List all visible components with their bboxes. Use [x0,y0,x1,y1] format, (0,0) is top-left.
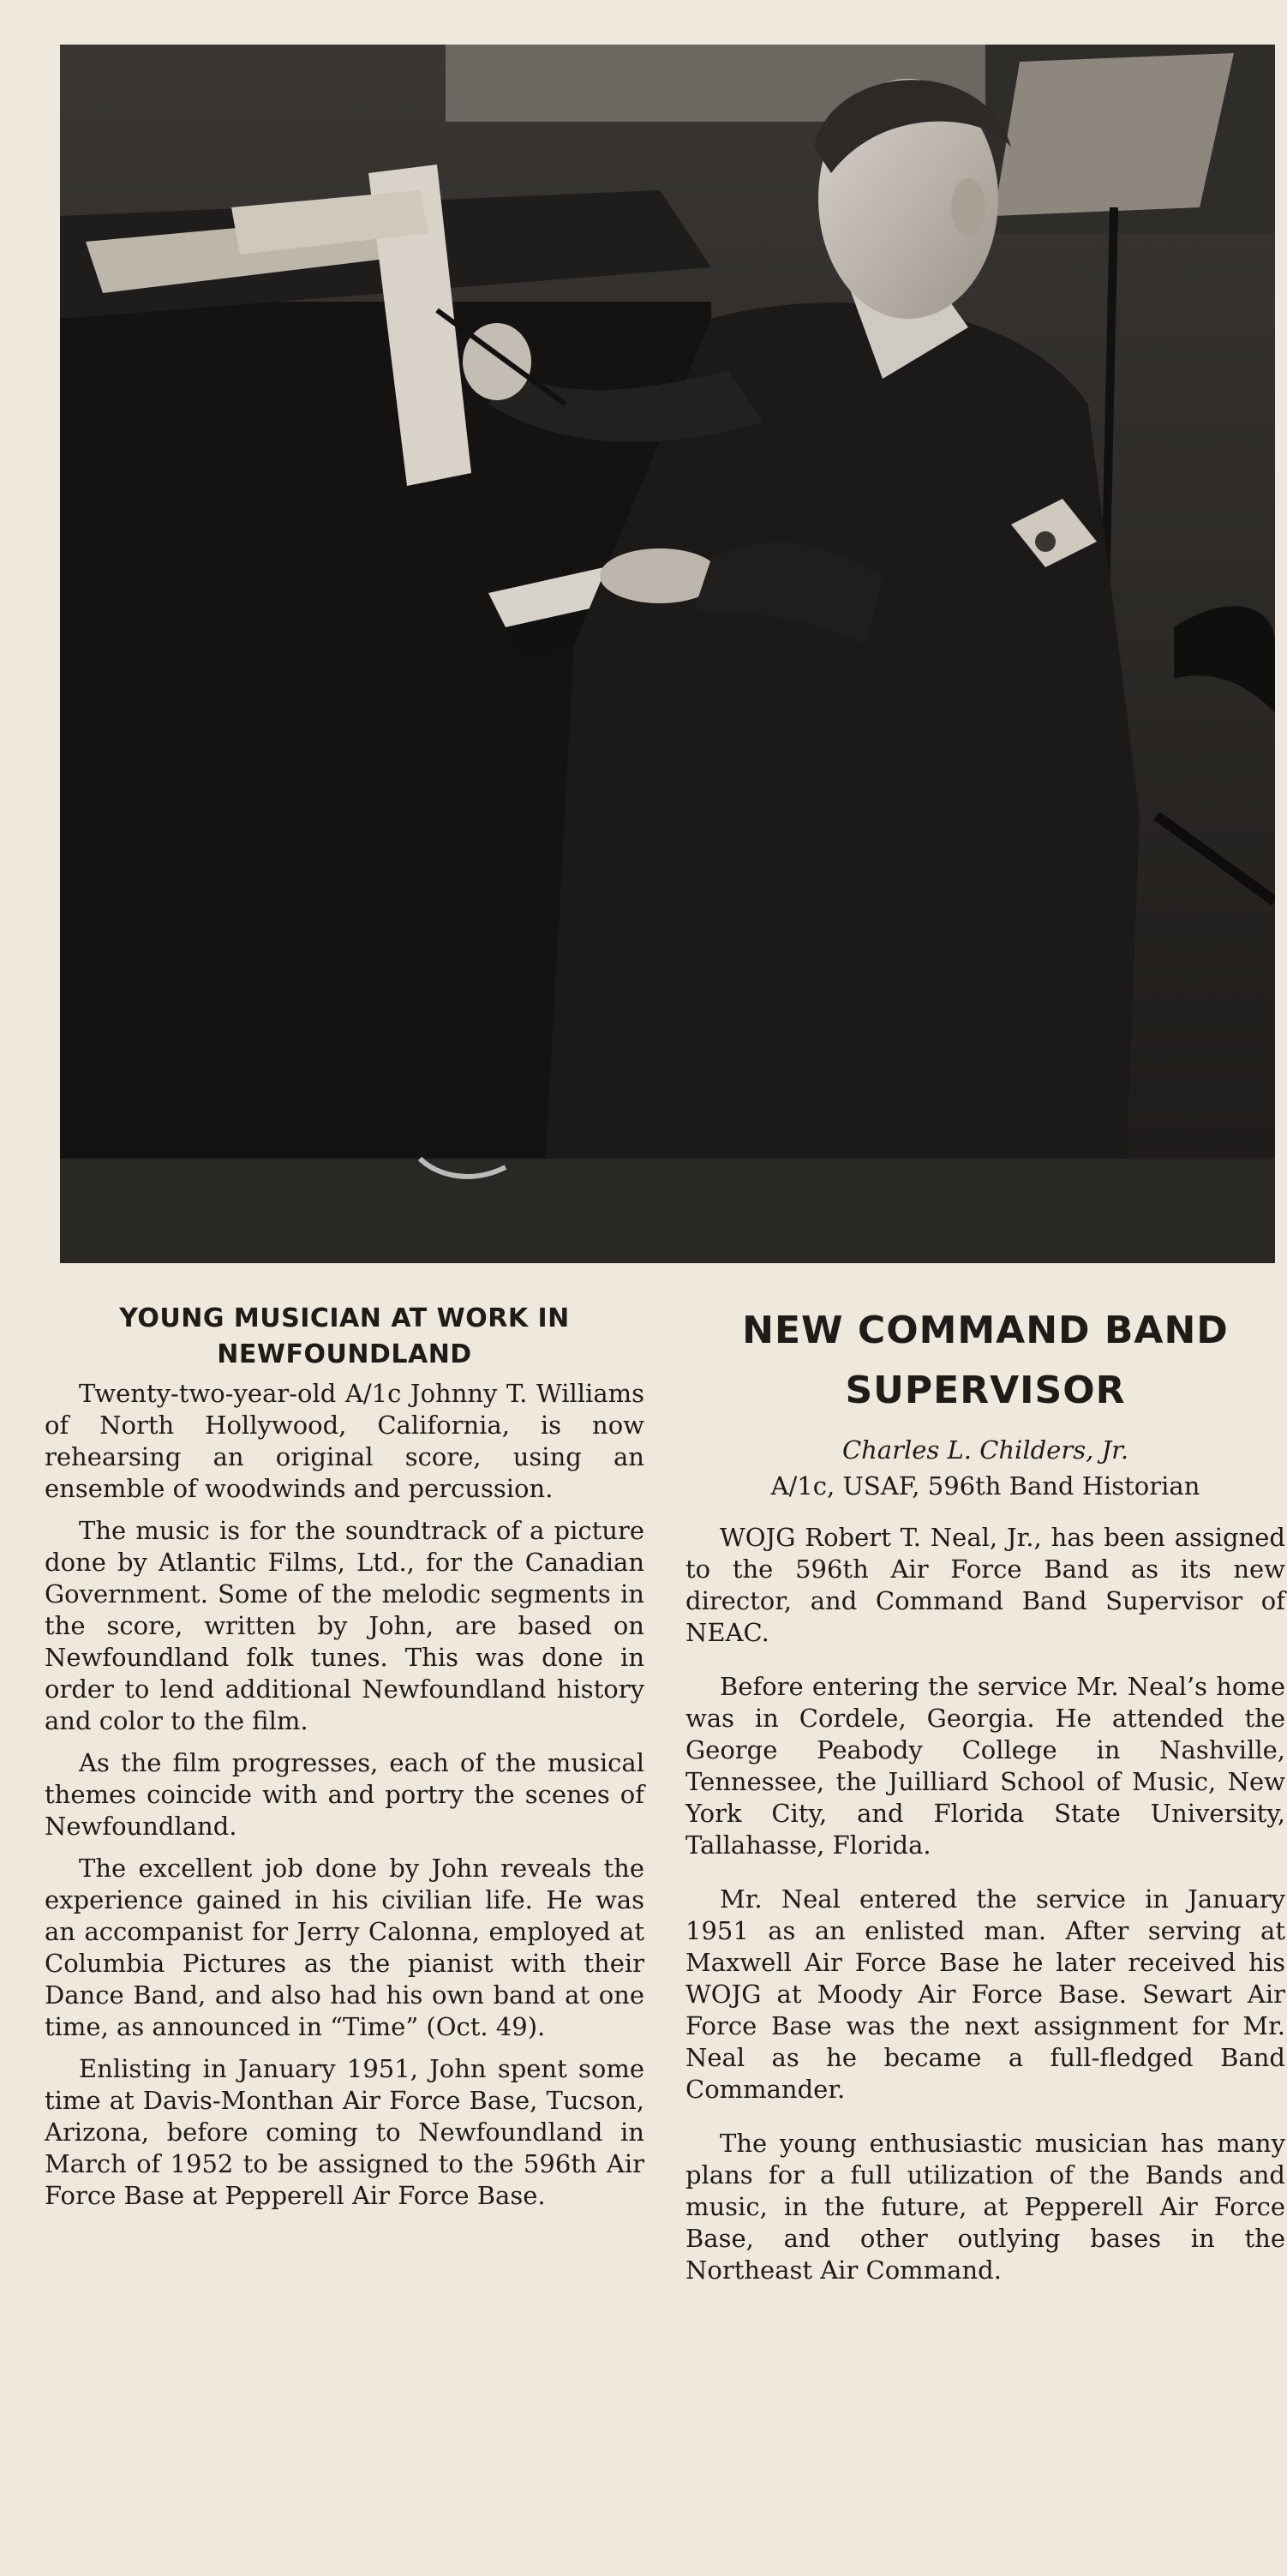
right-article-headline: NEW COMMAND BAND SUPERVISOR [742,1309,1229,1412]
left-article-paragraph: As the film progresses, each of the musical themes coincide with and portry the scenes of Newfoundland. [45,1748,644,1841]
left-article [45,1301,644,2222]
right-article-paragraph: Before entering the service Mr. Neal’s home was in Cordele, Georgia. He attended the George Peabody College in Nashville, Tennessee, the Juilliard School of Music, New York City, and Florida State University, Tallahasse, Florida. [685,1672,1285,1860]
right-article-paragraph: The young enthusiastic musician has many plans for a full utilization of the Bands and music, in the future, at Pepperell Air Force Base, and other outlying bases in the Northeast Air Command. [685,2129,1285,2285]
left-article-headline: YOUNG MUSICIAN AT WORK IN NEWFOUNDLAND [119,1303,570,1369]
right-article-paragraph: Mr. Neal entered the service in January 1951 as an enlisted man. After serving at Maxwell Air Force Base he later received his WOJG at Moody Air Force Base. Sewart Air Force Base was the next assignment for Mr. Neal as he became a full-fledged Band Commander. [685,1884,1285,2104]
right-article [685,1301,1285,2309]
left-article-paragraph: The excellent job done by John reveals the experience gained in his civilian life. He was an accompanist for Jerry Calonna, employed at Columbia Pictures as the pianist with their Dance Band, and also had his own band at one time, as announced in “Time” (Oct. 49). [45,1854,644,2041]
left-article-paragraph: Enlisting in January 1951, John spent some time at Davis-Monthan Air Force Base, Tucson, Arizona, before coming to Newfoundland in March of 1952 to be assigned to the 596th Air Force Base at Pepperell Air Force Base. [45,2054,644,2210]
article-photo [60,45,1275,1263]
right-article-paragraph: WOJG Robert T. Neal, Jr., has been assigned to the 596th Air Force Band as its new director, and Command Band Supervisor of NEAC. [685,1523,1285,1647]
left-article-paragraph: The music is for the soundtrack of a picture done by Atlantic Films, Ltd., for the Canadian Government. Some of the melodic segments in the score, written by John, are based on Newfoundland folk tunes. This was done in order to lend additional Newfoundland history and color to the film. [45,1516,644,1735]
left-article-paragraph: Twenty-two-year-old A/1c Johnny T. Williams of North Hollywood, California, is now rehearsing an original score, using an ensemble of woodwinds and percussion. [45,1379,644,1503]
byline-title: A/1c, USAF, 596th Band Historian [770,1471,1200,1501]
byline-name: Charles L. Childers, Jr. [841,1435,1129,1465]
musician-photo-illustration [60,45,1275,1263]
